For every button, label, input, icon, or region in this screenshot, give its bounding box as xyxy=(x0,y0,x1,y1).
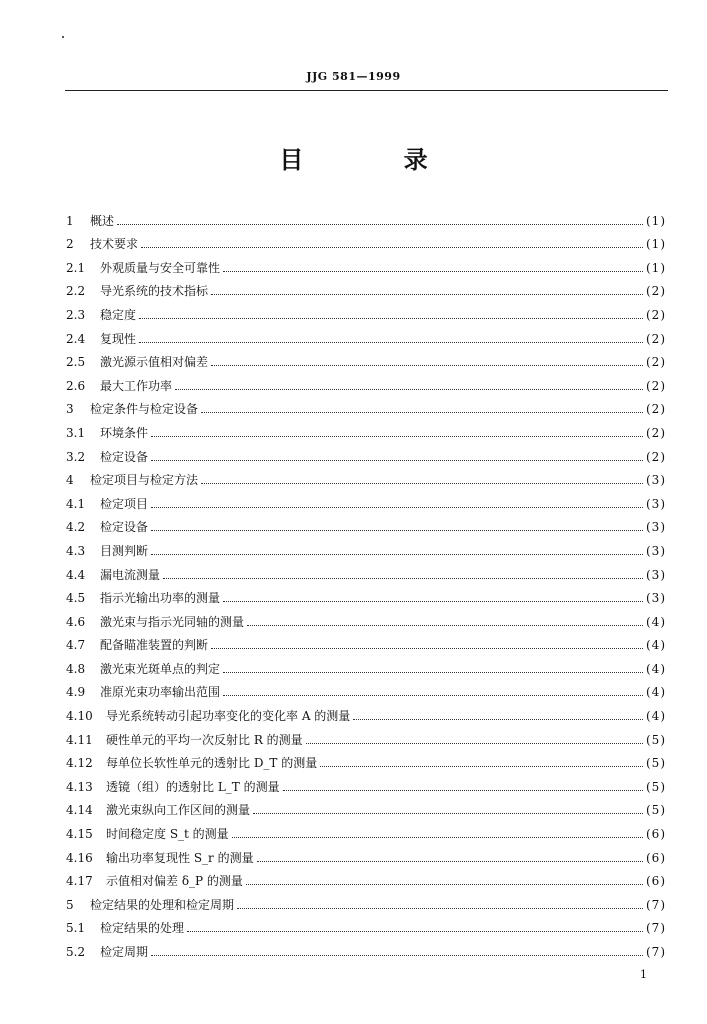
toc-entry-page: (4) xyxy=(646,661,666,676)
toc-entry-number: 4.15 xyxy=(66,827,93,842)
toc-entry[interactable] xyxy=(66,583,666,607)
toc-entry-page: (2) xyxy=(646,284,666,299)
toc-entry[interactable] xyxy=(66,795,666,819)
toc-entry-page: (1) xyxy=(646,213,666,228)
toc-entry-title: 示值相对偏差 δ_P 的测量 xyxy=(106,874,243,889)
toc-entry-number: 2.3 xyxy=(66,307,86,322)
table-of-contents xyxy=(66,205,666,960)
toc-dot-leader xyxy=(237,908,643,909)
toc-dot-leader xyxy=(223,695,643,696)
toc-entry-page: (3) xyxy=(646,496,666,511)
toc-entry-page: (3) xyxy=(646,473,666,488)
toc-entry-number: 2.5 xyxy=(66,355,86,370)
toc-entry-page: (2) xyxy=(646,307,666,322)
toc-dot-leader xyxy=(151,955,643,956)
toc-entry-page: (4) xyxy=(646,685,666,700)
toc-entry[interactable] xyxy=(66,748,666,772)
toc-entry-title: 激光源示值相对偏差 xyxy=(100,355,209,370)
toc-entry[interactable] xyxy=(66,465,666,489)
toc-dot-leader xyxy=(151,460,643,461)
toc-dot-leader xyxy=(151,554,643,555)
toc-entry-number: 2.4 xyxy=(66,331,86,346)
toc-entry[interactable] xyxy=(66,700,666,724)
toc-entry-page: (5) xyxy=(646,803,666,818)
toc-entry-number: 5.2 xyxy=(66,945,86,959)
toc-entry-page: (4) xyxy=(646,709,666,724)
toc-entry[interactable] xyxy=(66,866,666,890)
toc-entry-number: 4.1 xyxy=(66,496,86,511)
toc-dot-leader xyxy=(223,601,643,602)
toc-entry[interactable] xyxy=(66,323,666,347)
scan-speck xyxy=(62,36,64,38)
toc-entry-title: 检定设备 xyxy=(100,520,149,535)
toc-entry-number: 4.5 xyxy=(66,591,86,606)
toc-entry-page: (7) xyxy=(646,945,666,959)
toc-dot-leader xyxy=(257,861,643,862)
toc-entry[interactable] xyxy=(66,771,666,795)
toc-entry-page: (2) xyxy=(646,378,666,393)
toc-dot-leader xyxy=(141,247,643,248)
page-number: 1 xyxy=(640,968,647,981)
toc-entry-number: 4.4 xyxy=(66,567,86,582)
toc-entry[interactable] xyxy=(66,818,666,842)
toc-entry-page: (2) xyxy=(646,355,666,370)
toc-entry-page: (5) xyxy=(646,779,666,794)
toc-entry-number: 4.3 xyxy=(66,543,86,558)
toc-entry[interactable] xyxy=(66,630,666,654)
header-divider xyxy=(65,90,668,91)
toc-entry-number: 4.6 xyxy=(66,614,86,629)
toc-entry-number: 2.2 xyxy=(66,284,86,299)
toc-entry[interactable] xyxy=(66,205,666,229)
toc-entry-title: 稳定度 xyxy=(100,307,137,322)
toc-dot-leader xyxy=(246,884,643,885)
toc-entry-number: 4.16 xyxy=(66,850,93,865)
toc-entry-title: 检定结果的处理和检定周期 xyxy=(90,897,235,912)
toc-entry[interactable] xyxy=(66,606,666,630)
toc-entry-number: 4.14 xyxy=(66,803,93,818)
toc-dot-leader xyxy=(117,224,643,225)
toc-entry-page: (6) xyxy=(646,874,666,889)
toc-entry-title: 激光束与指示光同轴的测量 xyxy=(100,614,245,629)
toc-entry[interactable] xyxy=(66,370,666,394)
toc-entry-title: 每单位长软性单元的透射比 D_T 的测量 xyxy=(106,756,318,771)
toc-entry[interactable] xyxy=(66,441,666,465)
toc-dot-leader xyxy=(232,837,643,838)
toc-entry-page: (5) xyxy=(646,732,666,747)
toc-entry-title: 漏电流测量 xyxy=(100,567,161,582)
toc-dot-leader xyxy=(139,318,643,319)
toc-dot-leader xyxy=(320,766,643,767)
toc-entry-number: 4 xyxy=(66,473,74,488)
toc-entry[interactable] xyxy=(66,724,666,748)
toc-entry-title: 检定项目 xyxy=(100,496,149,511)
toc-entry-title: 环境条件 xyxy=(100,425,149,440)
toc-entry-page: (3) xyxy=(646,520,666,535)
toc-entry[interactable] xyxy=(66,276,666,300)
toc-entry-number: 4.9 xyxy=(66,685,86,700)
toc-entry-page: (5) xyxy=(646,756,666,771)
toc-entry[interactable] xyxy=(66,889,666,913)
toc-entry-title: 目测判断 xyxy=(100,543,149,558)
toc-entry-title: 检定设备 xyxy=(100,449,149,464)
toc-dot-leader xyxy=(211,648,643,649)
toc-entry[interactable] xyxy=(66,512,666,536)
toc-entry-title: 检定条件与检定设备 xyxy=(90,402,199,417)
toc-dot-leader xyxy=(151,530,643,531)
toc-dot-leader xyxy=(247,625,643,626)
toc-entry[interactable] xyxy=(66,347,666,371)
toc-entry-page: (2) xyxy=(646,449,666,464)
toc-entry-title: 概述 xyxy=(90,213,115,228)
toc-dot-leader xyxy=(175,389,643,390)
toc-dot-leader xyxy=(163,578,643,579)
toc-entry-title: 输出功率复现性 S_r 的测量 xyxy=(106,850,254,865)
toc-entry-page: (7) xyxy=(646,921,666,936)
toc-entry[interactable] xyxy=(66,535,666,559)
toc-entry-title: 导光系统的技术指标 xyxy=(100,284,209,299)
toc-entry-number: 3 xyxy=(66,402,74,417)
toc-entry-title: 技术要求 xyxy=(90,237,139,252)
toc-entry-title: 指示光输出功率的测量 xyxy=(100,591,221,606)
toc-entry-number: 4.12 xyxy=(66,756,93,771)
toc-entry-page: (4) xyxy=(646,614,666,629)
toc-entry[interactable] xyxy=(66,417,666,441)
toc-entry-number: 3.1 xyxy=(66,425,86,440)
toc-entry-number: 5.1 xyxy=(66,921,86,936)
toc-entry-page: (6) xyxy=(646,850,666,865)
toc-entry-title: 检定结果的处理 xyxy=(100,921,185,936)
toc-entry-page: (2) xyxy=(646,331,666,346)
toc-entry-page: (4) xyxy=(646,638,666,653)
toc-dot-leader xyxy=(211,365,643,366)
toc-entry-page: (3) xyxy=(646,567,666,582)
toc-dot-leader xyxy=(253,813,643,814)
toc-entry-title: 导光系统转动引起功率变化的变化率 A 的测量 xyxy=(106,709,351,724)
toc-dot-leader xyxy=(201,412,643,413)
toc-entry[interactable] xyxy=(66,653,666,677)
toc-entry-title: 硬性单元的平均一次反射比 R 的测量 xyxy=(106,732,303,747)
toc-dot-leader xyxy=(223,271,643,272)
toc-entry-title: 外观质量与安全可靠性 xyxy=(100,260,221,275)
toc-dot-leader xyxy=(223,672,643,673)
toc-entry-number: 4.7 xyxy=(66,638,86,653)
toc-entry-number: 2.1 xyxy=(66,260,86,275)
toc-entry[interactable] xyxy=(66,229,666,253)
toc-entry-title: 检定项目与检定方法 xyxy=(90,473,199,488)
toc-dot-leader xyxy=(283,790,643,791)
toc-entry[interactable] xyxy=(66,488,666,512)
toc-entry[interactable] xyxy=(66,394,666,418)
toc-entry-number: 5 xyxy=(66,897,74,912)
toc-entry-number: 4.11 xyxy=(66,732,93,747)
toc-entry-number: 4.2 xyxy=(66,520,86,535)
toc-entry[interactable] xyxy=(66,842,666,866)
toc-entry-title: 最大工作功率 xyxy=(100,378,173,393)
toc-entry-number: 1 xyxy=(66,213,74,228)
toc-entry-title: 时间稳定度 S_t 的测量 xyxy=(106,827,229,842)
toc-entry-title: 复现性 xyxy=(100,331,137,346)
toc-entry-number: 4.17 xyxy=(66,874,93,889)
toc-entry-number: 4.13 xyxy=(66,779,93,794)
page-title: 目 录 xyxy=(279,145,474,174)
standard-code-header: JJG 581—1999 xyxy=(306,70,401,83)
toc-dot-leader xyxy=(306,743,643,744)
toc-entry-title: 配备瞄准装置的判断 xyxy=(100,638,209,653)
toc-entry-page: (2) xyxy=(646,425,666,440)
toc-entry-title: 激光束纵向工作区间的测量 xyxy=(106,803,251,818)
toc-entry-title: 准原光束功率输出范围 xyxy=(100,685,221,700)
toc-dot-leader xyxy=(187,931,643,932)
toc-entry-number: 4.8 xyxy=(66,661,86,676)
toc-entry-page: (1) xyxy=(646,260,666,275)
toc-entry[interactable] xyxy=(66,252,666,276)
toc-entry-page: (2) xyxy=(646,402,666,417)
toc-dot-leader xyxy=(201,483,643,484)
toc-entry-number: 3.2 xyxy=(66,449,86,464)
toc-dot-leader xyxy=(211,294,643,295)
toc-entry-number: 4.10 xyxy=(66,709,93,724)
toc-entry-page: (1) xyxy=(646,237,666,252)
toc-dot-leader xyxy=(151,507,643,508)
toc-entry[interactable] xyxy=(66,936,666,960)
toc-entry[interactable] xyxy=(66,299,666,323)
toc-entry-title: 激光束光斑单点的判定 xyxy=(100,661,221,676)
toc-entry-page: (3) xyxy=(646,543,666,558)
toc-entry[interactable] xyxy=(66,913,666,937)
toc-dot-leader xyxy=(151,436,643,437)
toc-entry-page: (7) xyxy=(646,897,666,912)
toc-entry-number: 2 xyxy=(66,237,74,252)
toc-dot-leader xyxy=(353,719,643,720)
toc-entry[interactable] xyxy=(66,559,666,583)
toc-entry-page: (3) xyxy=(646,591,666,606)
toc-entry-number: 2.6 xyxy=(66,378,86,393)
toc-entry-title: 透镜（组）的透射比 L_T 的测量 xyxy=(106,779,280,794)
toc-entry[interactable] xyxy=(66,677,666,701)
toc-entry-title: 检定周期 xyxy=(100,945,149,959)
toc-entry-page: (6) xyxy=(646,827,666,842)
toc-dot-leader xyxy=(139,342,643,343)
